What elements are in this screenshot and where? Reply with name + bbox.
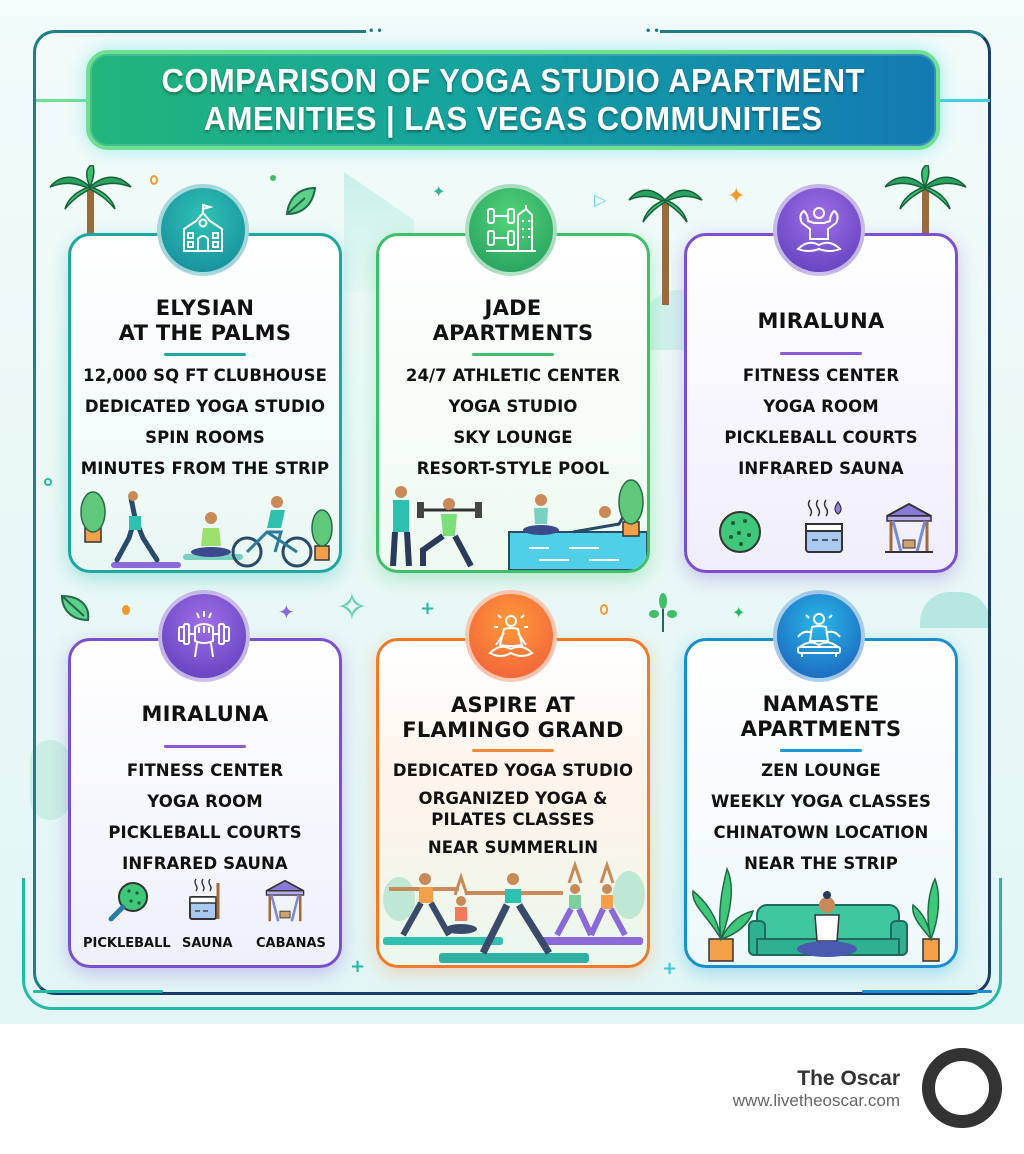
amenity-list [379,755,647,865]
amenity-item: PICKLEBALL COURTS [108,823,302,842]
leaf-icon [58,592,94,624]
strong-meditator-icon [773,184,865,276]
amenity-item: DEDICATED YOGA STUDIO [84,397,326,416]
dot-icon [600,604,608,615]
amenity-item: YOGA ROOM [147,792,263,811]
yoga-and-cycling-scene-illustration [71,488,339,570]
title-divider [164,745,246,748]
community-name-line1: MIRALUNA [141,702,269,726]
title-divider [472,353,554,356]
community-card-elysian [68,233,342,573]
amenity-item: 12,000 SQ FT CLUBHOUSE [83,366,327,385]
amenity-item: 24/7 ATHLETIC CENTER [405,366,621,385]
brand-logo-ring-icon [922,1048,1002,1128]
plus-icon: + [420,598,436,619]
amenity-item: CHINATOWN LOCATION [713,823,929,842]
dumbbell-tower-icon [465,184,557,276]
title-divider [780,749,862,752]
community-name-line2: AT THE PALMS [118,321,292,345]
clubhouse-building-icon [157,184,249,276]
brand-name: The Oscar [797,1067,900,1090]
frame-dots-left: •• [368,26,385,37]
title-divider [164,353,246,356]
title-banner [86,50,940,150]
amenity-item: SKY LOUNGE [453,428,573,447]
zen-lounge-icon [773,590,865,682]
amenity-item: ORGANIZED YOGA & [418,789,608,808]
frame-dots-right: •• [645,26,662,37]
footer-branding [0,1024,1024,1154]
amenity-item: FITNESS CENTER [126,761,284,780]
leaf-icon [283,186,319,218]
cabana-icon [883,502,935,554]
title-connector-left [36,99,88,102]
amenity-item: MINUTES FROM THE STRIP [80,459,330,478]
sprout-icon [648,592,678,636]
play-triangle-icon: ▷ [594,190,607,209]
amenity-item: DEDICATED YOGA STUDIO [392,761,634,780]
amenity-item: NEAR SUMMERLIN [427,838,599,857]
gym-and-pool-scene-illustration [379,470,647,570]
amenity-item: INFRARED SAUNA [122,854,288,873]
community-name-line1: ASPIRE AT [450,693,576,717]
sparkle-icon: ✦ [727,184,746,209]
meditation-lotus-icon [465,590,557,682]
title-line-1: COMPARISON OF YOGA STUDIO APARTMENT [161,62,865,99]
amenity-list [71,755,339,879]
plus-icon: + [662,958,678,979]
dot-icon [270,175,276,181]
sparkle-icon: ✦ [278,600,295,624]
amenity-list [71,360,339,484]
sparkle-outline-icon: ✧ [336,585,368,629]
title-line-2: AMENITIES | LAS VEGAS COMMUNITIES [203,100,823,137]
title-divider [472,749,554,752]
amenity-item: INFRARED SAUNA [738,459,904,478]
community-name-line2: APARTMENTS [740,717,902,741]
plus-icon: + [350,956,366,977]
amenity-item: FITNESS CENTER [742,366,900,385]
icon-label-cabanas: CABANAS [256,936,326,951]
dot-icon [44,478,52,486]
icon-label-sauna: SAUNA [182,936,233,951]
title-divider [780,352,862,355]
palm-tree-icon [880,165,970,235]
dot-icon [150,175,158,185]
sparkle-icon: ✦ [732,603,746,622]
amenity-item: PILATES CLASSES [431,810,595,829]
amenity-item: RESORT-STYLE POOL [416,459,610,478]
community-card-miraluna-top [684,233,958,573]
amenity-item: SPIN ROOMS [145,428,265,447]
community-name-line1: NAMASTE [762,692,880,716]
community-name-line2: APARTMENTS [432,321,594,345]
amenity-item: PICKLEBALL COURTS [724,428,918,447]
frame-gap [366,25,660,35]
sparkle-icon: ✦ [432,182,446,201]
community-name-line1: MIRALUNA [757,309,885,333]
amenity-item: WEEKLY YOGA CLASSES [710,792,932,811]
amenity-item: ZEN LOUNGE [761,761,881,780]
amenity-item: NEAR THE STRIP [744,854,898,873]
amenity-item: YOGA STUDIO [448,397,578,416]
amenity-list [379,360,647,484]
dot-icon [122,605,130,615]
community-name-line1: ELYSIAN [155,296,255,320]
fist-dumbbell-icon [158,590,250,682]
amenity-list [687,360,955,484]
brand-url-link[interactable]: www.livetheoscar.com [732,1091,900,1110]
amenity-item: YOGA ROOM [763,397,879,416]
icon-label-pickleball: PICKLEBALL [83,936,171,951]
community-card-jade [376,233,650,573]
sauna-icon [802,498,852,556]
title-connector-right [940,99,990,102]
palm-tree-icon [45,165,135,235]
community-name-line2: FLAMINGO GRAND [402,718,624,742]
community-name-line1: JADE [484,296,542,320]
pickleball-icon [717,509,763,555]
